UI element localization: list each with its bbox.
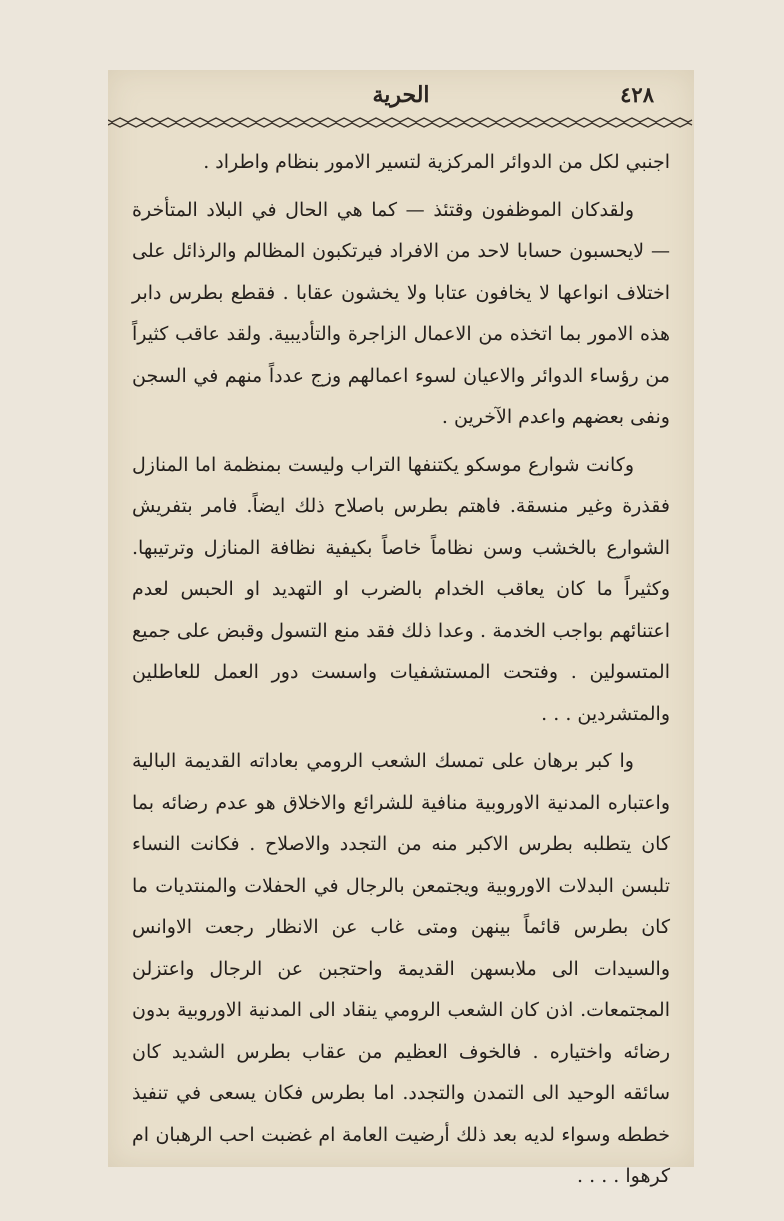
running-title: الحرية xyxy=(372,82,430,108)
paragraph-3: وكانت شوارع موسكو يكتنفها التراب وليست بمنظمة اما المنازل فقذرة وغير منسقة. فاهتم بطرس باصلاح ذلك ايضاً. فامر بتفريش الشوارع بالخشب وسن نظاماً خاصاً بكيفية نظافة المنازل وترتيبها. وكثيراً ما كان يعاقب الخدام بالضرب او التهديد او الحبس لعدم اعتنائهم بواجب الخدمة . وعدا ذلك فقد منع التسول وقبض على جميع المتسولين . وفتحت المستشفيات واسست دور العمل للعاطلين والمتشردين . . . xyxy=(132,453,670,725)
body-text xyxy=(132,142,670,1204)
book-page xyxy=(108,70,694,1187)
paragraph-2: ولقدكان الموظفون وقتئذ — كما هي الحال في البلاد المتأخرة — لايحسبون حسابا لاحد من الافراد فيرتكبون المظالم والرذائل على اختلاف انواعها لا يخافون عتابا ولا يخشون عقابا . فقطع بطرس دابر هذه الامور بما اتخذه من الاعمال الزاجرة والتأديبية. ولقد عاقب كثيراً من رؤساء الدوائر والاعيان لسوء اعمالهم وزج عدداً منهم في السجن ونفى بعضهم واعدم الآخرين . xyxy=(132,198,670,428)
ornamental-wavy-rule xyxy=(108,116,694,130)
page-header xyxy=(108,78,694,118)
paragraph-1: اجنبي لكل من الدوائر المركزية لتسير الامور بنظام واطراد . xyxy=(203,151,670,173)
paragraph-4: وا كبر برهان على تمسك الشعب الرومي بعاداته القديمة البالية واعتباره المدنية الاوروبية منافية للشرائع والاخلاق هو عدم رضائه بما كان يتطلبه بطرس الاكبر منه من التجدد والاصلاح . فكانت النساء تلبسن البدلات الاوروبية ويجتمعن بالرجال في الحفلات والمنتديات ما كان بطرس قائماً بينهن ومتى غاب عن الانظار رجعت الاوانس والسيدات الى ملابسهن القديمة واحتجبن عن الرجال واعتزلن المجتمعات. اذن كان الشعب الرومي ينقاد الى المدنية الاوروبية بدون رضائه واختياره . فالخوف العظيم من عقاب بطرس الشديد كان سائقه الوحيد الى التمدن والتجدد. اما بطرس فكان يسعى في تنفيذ خططه وسواء لديه بعد ذلك أرضيت العامة ام غضبت احب الرهبان ام كرهوا . . . . xyxy=(132,750,670,1187)
page-number: ٤٢٨ xyxy=(620,82,654,107)
